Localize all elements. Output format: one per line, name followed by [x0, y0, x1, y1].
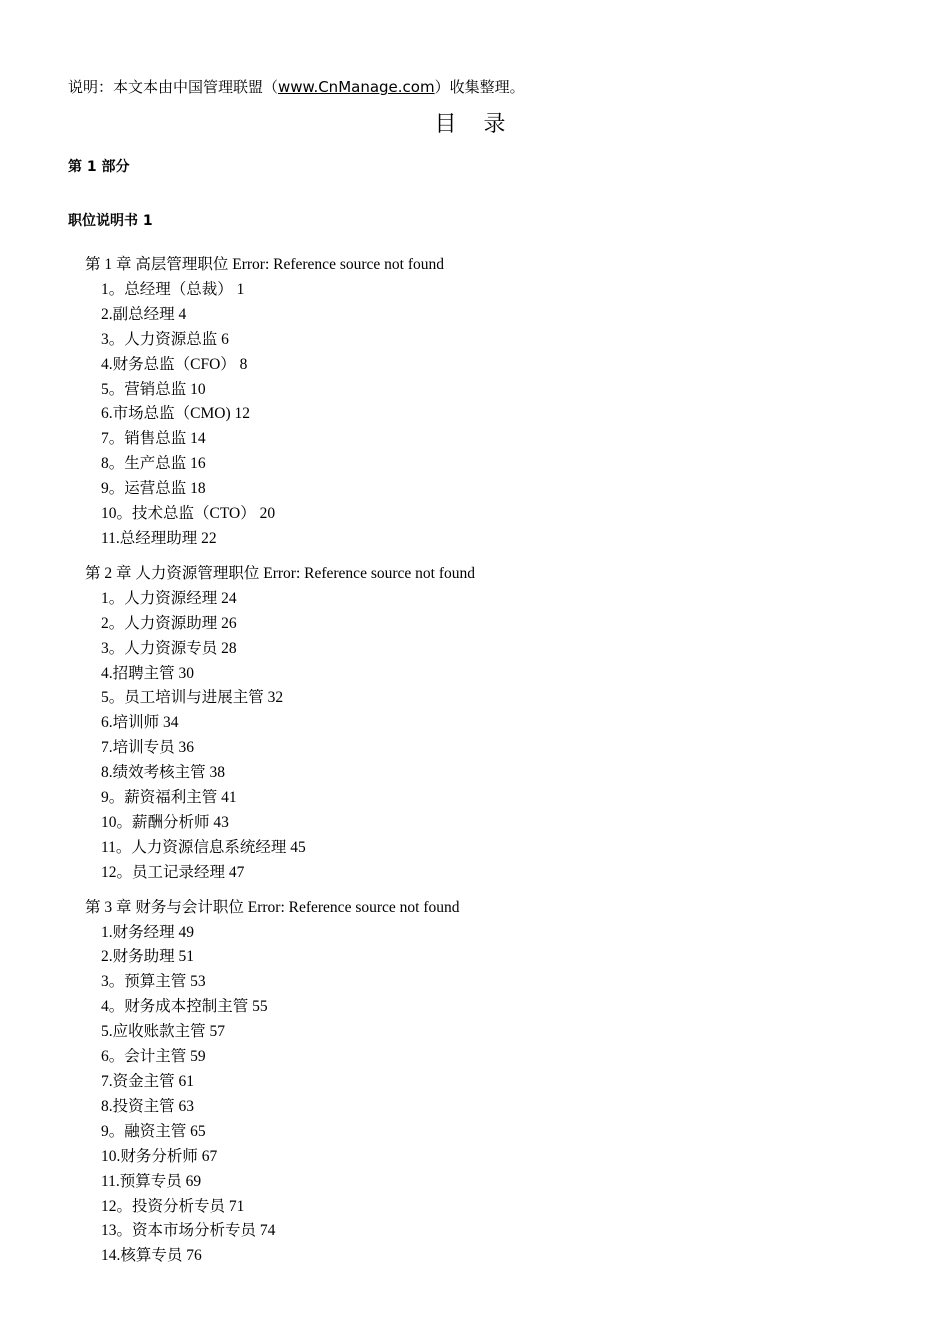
toc-entry[interactable]: 5。营销总监 10 — [101, 380, 206, 398]
toc-entry[interactable]: 3。预算主管 53 — [101, 973, 206, 991]
toc-entry[interactable]: 14.核算专员 76 — [101, 1247, 202, 1265]
toc-chapter-title[interactable]: 第 3 章 财务与会计职位 Error: Reference source not found — [85, 898, 460, 916]
toc-entry[interactable]: 12。员工记录经理 47 — [101, 863, 245, 881]
toc-entry[interactable]: 6.培训师 34 — [101, 714, 179, 732]
toc-entry[interactable]: 2.副总经理 4 — [101, 305, 187, 323]
toc-entry[interactable]: 7.资金主管 61 — [101, 1073, 195, 1090]
toc-entry[interactable]: 1.财务经理 49 — [101, 923, 195, 941]
part-heading: 第 1 部分 — [68, 159, 130, 175]
source-link[interactable]: www.CnManage.com — [278, 78, 435, 96]
toc-entry[interactable]: 4.招聘主管 30 — [101, 664, 195, 682]
toc-entry[interactable]: 2.财务助理 51 — [101, 948, 195, 966]
toc-entry[interactable]: 3。人力资源专员 28 — [101, 639, 237, 657]
toc-entry[interactable]: 10。技术总监（CTO） 20 — [101, 505, 276, 523]
toc-entry[interactable]: 10。薪酬分析师 43 — [101, 813, 229, 831]
toc-entry[interactable]: 11.总经理助理 22 — [101, 529, 217, 547]
toc-entry[interactable]: 5。员工培训与进展主管 32 — [101, 689, 284, 707]
toc-entry[interactable]: 3。人力资源总监 6 — [101, 330, 229, 348]
toc-entry[interactable]: 5.应收账款主管 57 — [101, 1023, 226, 1041]
toc-entry[interactable]: 8.投资主管 63 — [101, 1097, 195, 1115]
toc-entry[interactable]: 9。融资主管 65 — [101, 1122, 206, 1140]
toc-entry[interactable]: 11。人力资源信息系统经理 45 — [101, 838, 306, 856]
toc-entry[interactable]: 1。总经理（总裁） 1 — [101, 280, 245, 298]
toc-entry[interactable]: 13。资本市场分析专员 74 — [101, 1222, 276, 1240]
toc-entry[interactable]: 8.绩效考核主管 38 — [101, 764, 226, 782]
toc-entry[interactable]: 7。销售总监 14 — [101, 430, 206, 448]
toc-entry[interactable]: 1。人力资源经理 24 — [101, 589, 237, 607]
section-heading: 职位说明书 1 — [68, 213, 153, 229]
toc-entry[interactable]: 12。投资分析专员 71 — [101, 1197, 245, 1215]
note-suffix: ）收集整理。 — [434, 78, 525, 96]
toc-entry[interactable]: 4。财务成本控制主管 55 — [101, 998, 268, 1016]
toc-entry[interactable]: 8。生产总监 16 — [101, 455, 206, 473]
toc-title: 目 录 — [434, 112, 516, 137]
toc-entry[interactable]: 9。薪资福利主管 41 — [101, 789, 237, 807]
toc-entry[interactable]: 4.财务总监（CFO） 8 — [101, 355, 248, 373]
toc-chapter — [0, 562, 950, 886]
toc-entry[interactable]: 10.财务分析师 67 — [101, 1147, 218, 1165]
toc-entry[interactable]: 6.市场总监（CMO) 12 — [101, 405, 250, 423]
toc-chapter-title[interactable]: 第 1 章 高层管理职位 Error: Reference source not found — [85, 256, 444, 273]
note-prefix: 说明：本文本由中国管理联盟（ — [68, 78, 279, 96]
toc-chapter-title[interactable]: 第 2 章 人力资源管理职位 Error: Reference source not found — [85, 564, 475, 582]
toc-entry[interactable]: 2。人力资源助理 26 — [101, 614, 237, 632]
toc-entry[interactable]: 11.预算专员 69 — [101, 1172, 202, 1190]
toc-entry[interactable]: 6。会计主管 59 — [101, 1048, 206, 1066]
toc-chapter — [0, 253, 950, 552]
toc-entry[interactable]: 7.培训专员 36 — [101, 739, 195, 757]
source-note — [68, 76, 525, 98]
toc-entry[interactable]: 9。运营总监 18 — [101, 480, 206, 498]
table-of-contents — [0, 253, 950, 1279]
toc-chapter — [0, 896, 950, 1270]
